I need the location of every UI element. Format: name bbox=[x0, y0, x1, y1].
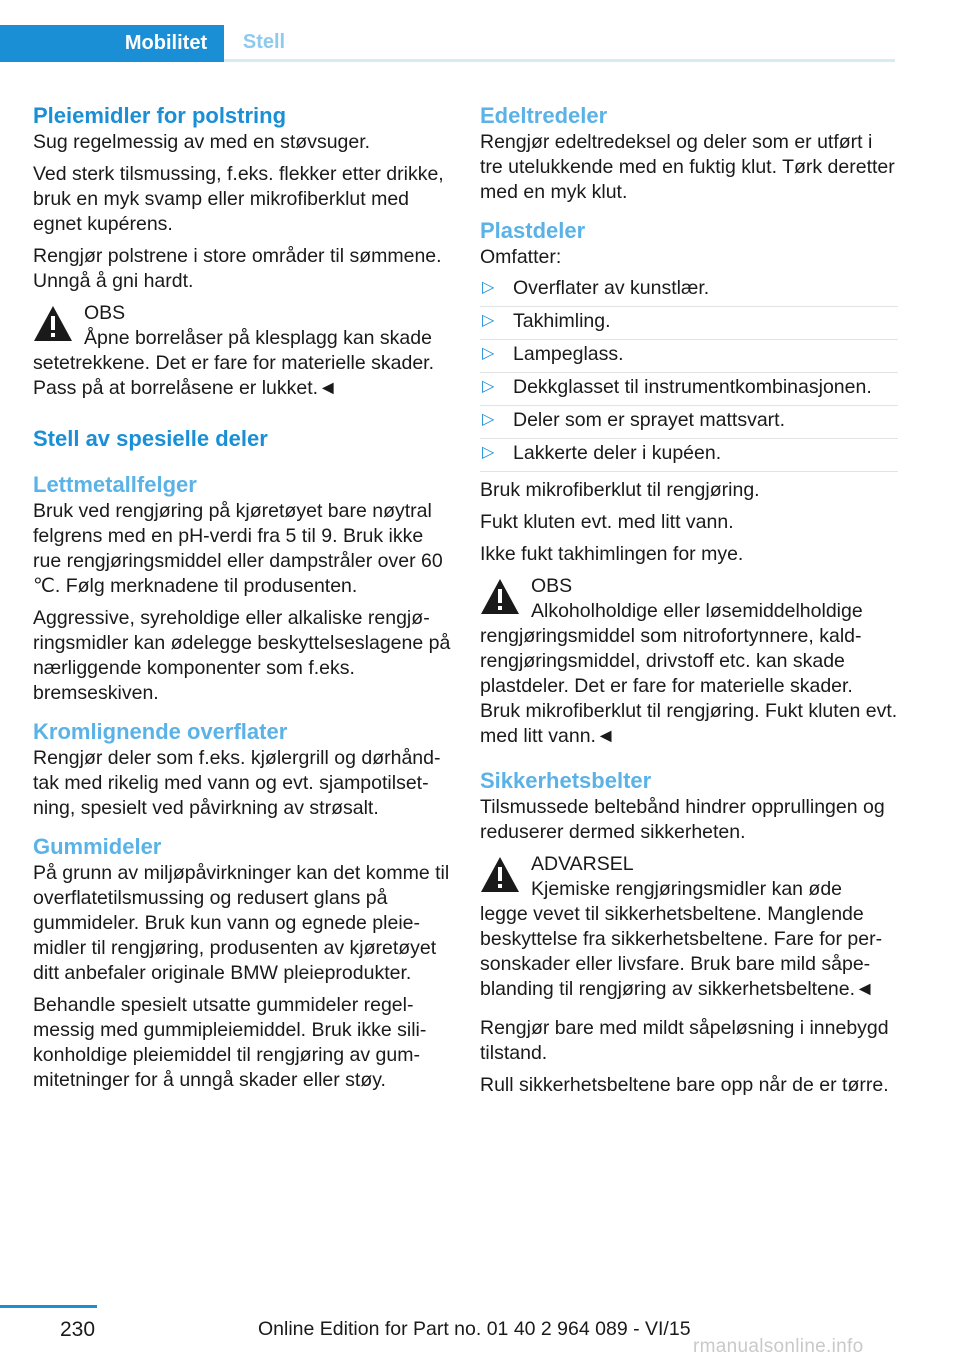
warning-triangle-icon bbox=[480, 578, 520, 616]
page-number: 230 bbox=[60, 1318, 96, 1341]
triangle-bullet-icon: ▷ bbox=[482, 312, 495, 329]
page-header bbox=[0, 0, 895, 62]
warning-title: OBS bbox=[531, 575, 573, 597]
list-item: ▷ Overflater av kunstlær. bbox=[480, 274, 898, 307]
right-column bbox=[480, 102, 898, 1105]
triangle-bullet-icon: ▷ bbox=[482, 345, 495, 362]
edeltre-heading: Edeltredeler bbox=[480, 103, 608, 128]
warning-text-line: Alkoholholdige eller løsemiddelholdige bbox=[531, 600, 863, 622]
triangle-bullet-icon: ▷ bbox=[482, 444, 495, 461]
plast-list bbox=[480, 274, 898, 472]
warning-text: legge vevet til sikkerhetsbeltene. Manglende beskyttelse fra sikkerhetsbeltene. Fare for personskader eller livsfare. Bruk bare mild såpeblanding til rengjøring av sikkerhetsbeltene.◄ bbox=[480, 903, 883, 1000]
belte-text-2: Rengjør bare med mildt såpeløsning i innebygd tilstand. bbox=[480, 1017, 889, 1064]
warning-box-advarsel bbox=[480, 852, 898, 1002]
header-rule bbox=[224, 59, 895, 62]
watermark: rmanualsonline.info bbox=[693, 1336, 864, 1357]
list-item: ▷ Dekkglasset til instrumentkombinasjonen. bbox=[480, 373, 898, 406]
tab-mobilitet[interactable]: Mobilitet bbox=[108, 25, 224, 62]
warning-triangle-icon bbox=[480, 856, 520, 894]
list-item: ▷ Lampeglass. bbox=[480, 340, 898, 373]
left-column bbox=[33, 102, 453, 1100]
plast-text-2: Fukt kluten evt. med litt vann. bbox=[480, 511, 734, 533]
plast-text-3: Ikke fukt takhimlingen for mye. bbox=[480, 543, 744, 565]
polstring-heading: Pleiemidler for polstring bbox=[33, 103, 287, 128]
belte-text-3: Rull sikkerhetsbeltene bare opp når de er tørre. bbox=[480, 1074, 889, 1096]
plast-text-1: Bruk mikrofiberklut til rengjøring. bbox=[480, 479, 760, 501]
tab-stell[interactable]: Stell bbox=[242, 30, 286, 53]
triangle-bullet-icon: ▷ bbox=[482, 279, 495, 296]
header-accent-bar bbox=[0, 25, 108, 62]
plast-heading: Plastdeler bbox=[480, 218, 586, 243]
polstring-text-3: Rengjør polstrene i store områder til sømmene. Unngå å gni hardt. bbox=[33, 245, 442, 292]
plast-intro: Omfatter: bbox=[480, 246, 562, 268]
warning-text-line: Kjemiske rengjøringsmidler kan øde bbox=[531, 878, 843, 900]
triangle-bullet-icon: ▷ bbox=[482, 378, 495, 395]
lettmetall-heading: Lettmetallfelger bbox=[33, 472, 197, 497]
list-item: ▷ Lakkerte deler i kupéen. bbox=[480, 439, 898, 472]
edeltre-text: Rengjør edeltredeksel og deler som er utført i tre utelukkende med en fuktig klut. Tørk deretter med en myk klut. bbox=[480, 131, 895, 203]
gummi-text-2: Behandle spesielt utsatte gummideler regelmessig med gummipleiemiddel. Bruk ikke silikonholdige pleiemiddel til rengjøring av gummitetninger for å unngå skader eller støy. bbox=[33, 994, 427, 1091]
krom-text: Rengjør deler som f.eks. kjølergrill og dørhåndtak med rikelig med vann og evt. sjampotilsetning, spesielt ved påvirkning av strøsalt. bbox=[33, 747, 441, 819]
gummi-heading: Gummideler bbox=[33, 834, 162, 859]
warning-title: ADVARSEL bbox=[531, 853, 634, 875]
lettmetall-text-2: Aggressive, syreholdige eller alkaliske rengjøringsmidler kan ødelegge beskyttelseslagene på nærliggende komponenter som f.eks. bremseskiven. bbox=[33, 607, 451, 704]
warning-text-line: Åpne borrelåser på klesplagg kan skade bbox=[84, 327, 432, 349]
warning-triangle-icon bbox=[33, 305, 73, 343]
polstring-text-2: Ved sterk tilsmussing, f.eks. flekker etter drikke, bruk en myk svamp eller mikrofiberklut med egnet kupérens. bbox=[33, 163, 444, 235]
warning-text: setetrekkene. Det er fare for materielle skader. Pass på at borrelåsene er lukket.◄ bbox=[33, 352, 435, 399]
edition-text: Online Edition for Part no. 01 40 2 964 089 - VI/15 bbox=[258, 1318, 691, 1340]
list-item: ▷ Deler som er sprayet mattsvart. bbox=[480, 406, 898, 439]
triangle-bullet-icon: ▷ bbox=[482, 411, 495, 428]
section-heading: Stell av spesielle deler bbox=[33, 426, 268, 451]
belte-text-1: Tilsmussede beltebånd hindrer opprullingen og reduserer dermed sikkerheten. bbox=[480, 796, 885, 843]
footer-accent-line bbox=[0, 1305, 97, 1308]
gummi-text-1: På grunn av miljøpåvirkninger kan det komme til overflatetilsmussing og redusert glans på gummideler. Bruk kun vann og egnede pleiemidler til rengjøring, produsenten av kjøretøyet ditt anbefaler originale BMW pleieprodukter. bbox=[33, 862, 450, 984]
warning-box-obs-2 bbox=[480, 574, 898, 749]
warning-text: rengjøringsmiddel som nitrofortynnere, kaldrengjøringsmiddel, drivstoff etc. kan skade plastdeler. Det er fare for materielle skader. Bruk mikrofiberklut til rengjøring. Fukt kluten evt. med litt vann.◄ bbox=[480, 625, 898, 747]
lettmetall-text-1: Bruk ved rengjøring på kjøretøyet bare nøytral felgrens med en pH-verdi fra 5 til 9. Bruk ikke rue rengjøringsmiddel eller dampstråler over 60 ℃. Følg merknadene til produsenten. bbox=[33, 500, 443, 597]
polstring-text-1: Sug regelmessig av med en støvsuger. bbox=[33, 131, 371, 153]
krom-heading: Kromlignende overflater bbox=[33, 719, 288, 744]
belte-heading: Sikkerhetsbelter bbox=[480, 768, 652, 793]
warning-title: OBS bbox=[84, 302, 126, 324]
list-item: ▷ Takhimling. bbox=[480, 307, 898, 340]
warning-box-obs-1 bbox=[33, 301, 453, 401]
